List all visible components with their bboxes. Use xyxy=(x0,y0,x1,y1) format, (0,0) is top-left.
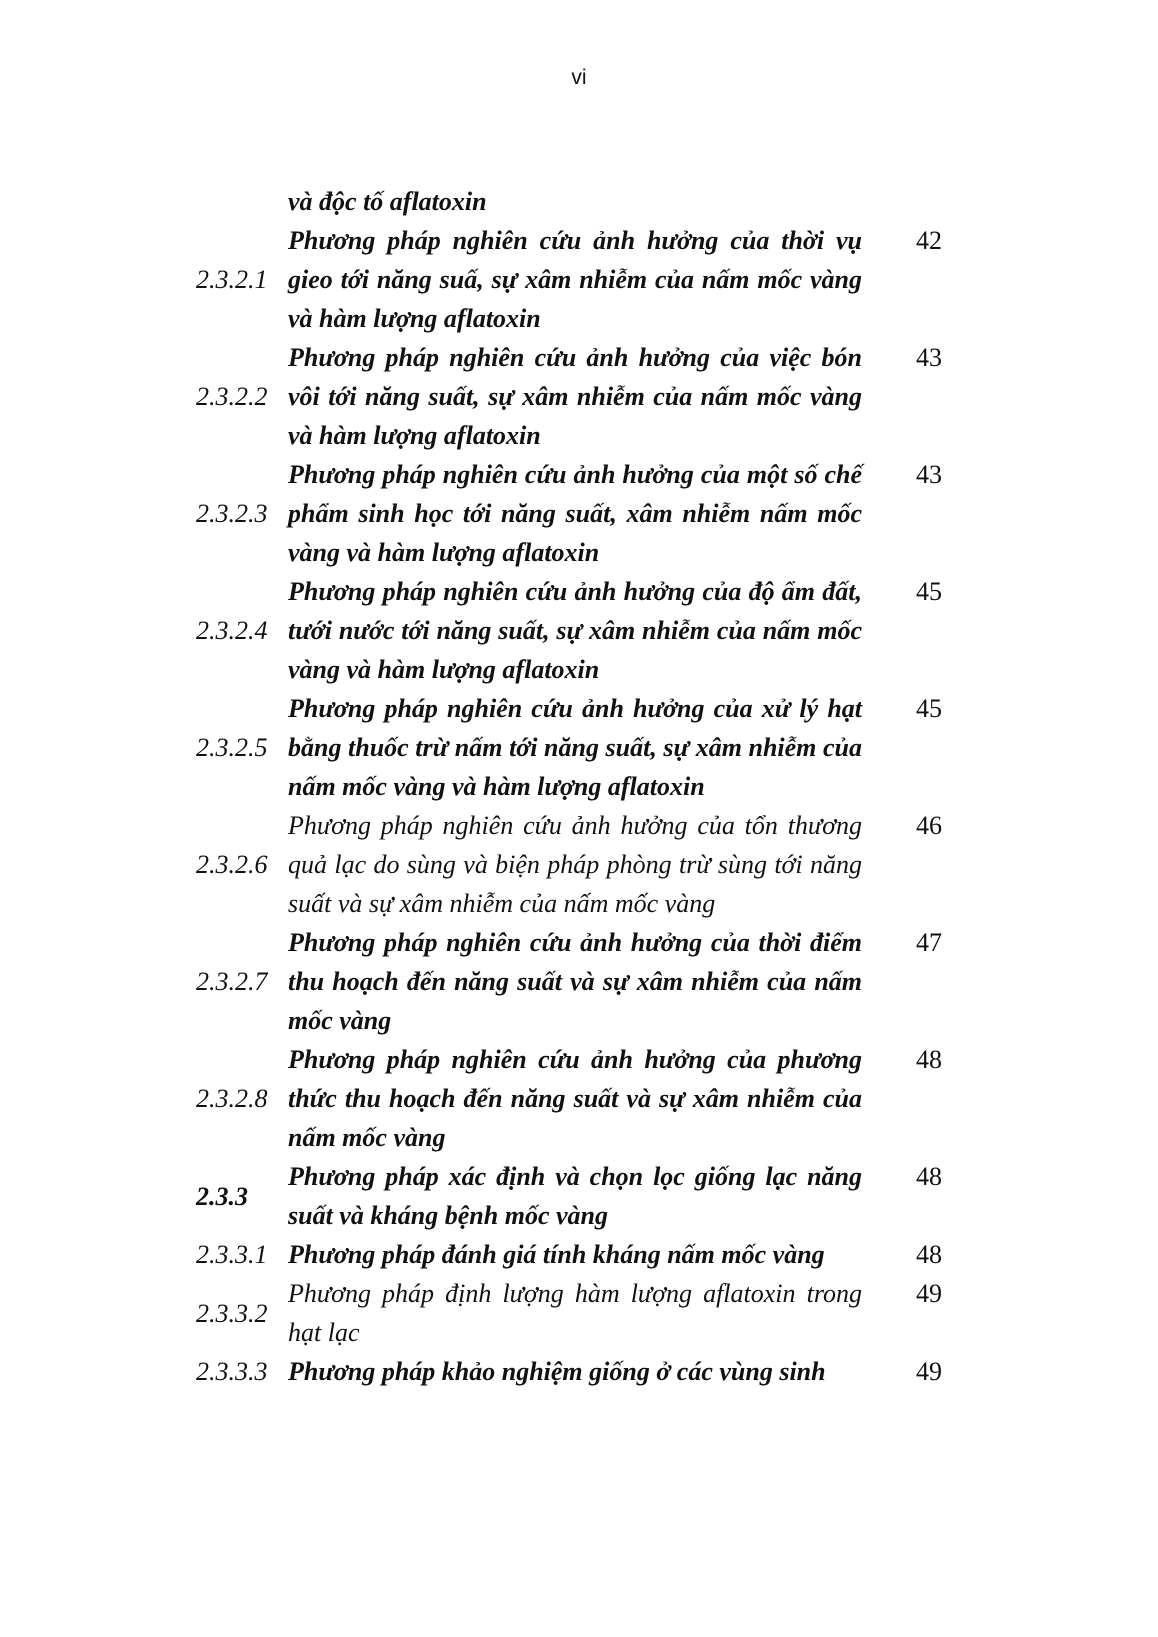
toc-entry-title: Phương pháp nghiên cứu ảnh hưởng của thời điểm thu hoạch đến năng suất và sự xâm nhiễm của nấm mốc vàng xyxy=(288,928,862,1035)
toc-entry-title: Phương pháp nghiên cứu ảnh hưởng của độ ẩm đất, tưới nước tới năng suất, sự xâm nhiễm của nấm mốc vàng và hàm lượng aflatoxin xyxy=(288,577,862,684)
toc-entry xyxy=(196,689,996,806)
toc-entry-number: 2.3.2.8 xyxy=(196,1084,268,1113)
toc-entry-page: 48 xyxy=(916,1162,942,1191)
toc-entry-title: Phương pháp đánh giá tính kháng nấm mốc vàng xyxy=(288,1240,825,1269)
toc-entry-title: Phương pháp nghiên cứu ảnh hưởng của việc bón vôi tới năng suất, sự xâm nhiễm của nấm mốc vàng và hàm lượng aflatoxin xyxy=(288,343,862,450)
toc-entry xyxy=(196,1274,996,1352)
toc-entry-page: 45 xyxy=(916,694,942,723)
toc-entry-page: 45 xyxy=(916,577,942,606)
toc-entry-title: Phương pháp nghiên cứu ảnh hưởng của phương thức thu hoạch đến năng suất và sự xâm nhiễm của nấm mốc vàng xyxy=(288,1045,862,1152)
page-number: vi xyxy=(571,66,587,89)
toc-entry-title: Phương pháp nghiên cứu ảnh hưởng của một số chế phẩm sinh học tới năng suất, xâm nhiễm nấm mốc vàng và hàm lượng aflatoxin xyxy=(288,460,862,567)
toc-entry-number: 2.3.3.2 xyxy=(196,1298,268,1328)
toc-entry-number: 2.3.2.1 xyxy=(196,265,268,294)
toc-entry-page: 48 xyxy=(916,1045,942,1074)
toc-entry xyxy=(196,455,996,572)
toc-entry-title: Phương pháp xác định và chọn lọc giống lạc năng suất và kháng bệnh mốc vàng xyxy=(288,1162,862,1230)
toc-entry xyxy=(196,1352,996,1391)
toc-entry-title: Phương pháp nghiên cứu ảnh hưởng của xử lý hạt bằng thuốc trừ nấm tới năng suất, sự xâm nhiễm của nấm mốc vàng và hàm lượng aflatoxin xyxy=(288,694,862,801)
toc-entry-number: 2.3.3 xyxy=(196,1181,248,1211)
toc-entry xyxy=(196,1235,996,1274)
toc-entry-title: Phương pháp khảo nghiệm giống ở các vùng sinh xyxy=(288,1357,826,1386)
toc-entry-number: 2.3.3.3 xyxy=(196,1357,268,1386)
toc-entry xyxy=(196,1157,996,1235)
toc-entry xyxy=(196,182,996,221)
toc-entry-number: 2.3.2.3 xyxy=(196,499,268,528)
toc-entry xyxy=(196,338,996,455)
toc-entry-page: 49 xyxy=(916,1357,942,1386)
toc-entry xyxy=(196,1040,996,1157)
toc-entry-page: 47 xyxy=(916,928,942,957)
toc-entry-number: 2.3.2.6 xyxy=(196,850,268,879)
table-of-contents xyxy=(196,182,996,1391)
toc-entry-title: và độc tố aflatoxin xyxy=(288,187,487,216)
toc-entry-number: 2.3.2.5 xyxy=(196,733,268,762)
toc-entry-page: 49 xyxy=(916,1279,942,1308)
toc-entry-title: Phương pháp nghiên cứu ảnh hưởng của tổn thương quả lạc do sùng và biện pháp phòng trừ sùng tới năng suất và sự xâm nhiễm của nấm mốc vàng xyxy=(288,811,862,918)
toc-entry-page: 43 xyxy=(916,343,942,372)
toc-entry-number: 2.3.2.4 xyxy=(196,616,268,645)
toc-entry-page: 48 xyxy=(916,1240,942,1269)
toc-entry xyxy=(196,221,996,338)
toc-entry-title: Phương pháp nghiên cứu ảnh hưởng của thời vụ gieo tới năng suấ, sự xâm nhiễm của nấm mốc vàng và hàm lượng aflatoxin xyxy=(288,226,862,333)
toc-entry xyxy=(196,923,996,1040)
toc-entry xyxy=(196,572,996,689)
toc-entry-number: 2.3.3.1 xyxy=(196,1240,268,1269)
toc-entry xyxy=(196,806,996,923)
toc-entry-page: 46 xyxy=(916,811,942,840)
toc-entry-number xyxy=(196,182,288,221)
toc-entry-title: Phương pháp định lượng hàm lượng aflatoxin trong hạt lạc xyxy=(288,1279,862,1347)
toc-entry-number: 2.3.2.7 xyxy=(196,967,268,996)
toc-entry-page: 42 xyxy=(916,226,942,255)
toc-entry-number: 2.3.2.2 xyxy=(196,382,268,411)
toc-entry-page: 43 xyxy=(916,460,942,489)
toc-entry-page xyxy=(862,182,996,221)
